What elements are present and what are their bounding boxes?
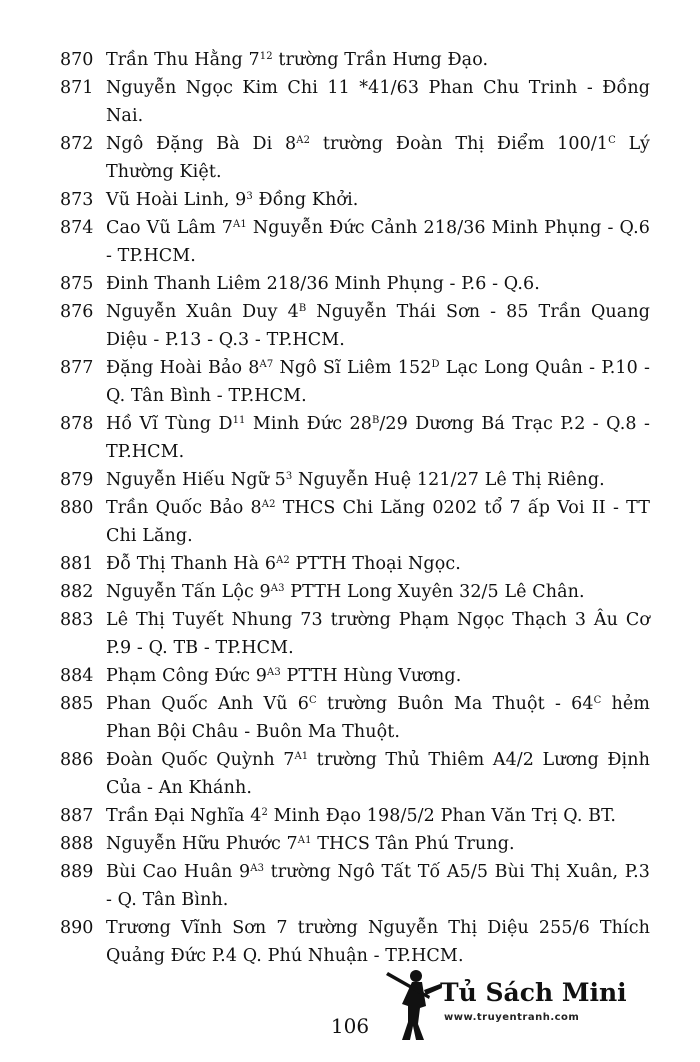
text-run: Trần Đại Nghĩa 4 xyxy=(106,806,262,826)
superscript: C xyxy=(593,695,602,706)
text-run: Nguyễn Tấn Lộc 9 xyxy=(106,582,271,602)
text-run: Trần Quốc Bảo 8 xyxy=(106,498,262,518)
text-run: PTTH Hùng Vương. xyxy=(280,666,462,686)
entry-text xyxy=(106,550,650,578)
text-run: trường Thủ Thiêm A4/2 Lương Định Của - An Khánh. xyxy=(106,750,650,798)
list-item xyxy=(60,214,650,270)
entry-number: 886 xyxy=(60,750,94,770)
entry-text xyxy=(106,830,650,858)
superscript: 3 xyxy=(285,471,293,482)
text-run: Đinh Thanh Liêm 218/36 Minh Phụng - P.6 - Q.6. xyxy=(106,274,540,294)
entry-text xyxy=(106,186,650,214)
text-run: PTTH Thoại Ngọc. xyxy=(289,554,461,574)
text-run: Lê Thị Tuyết Nhung 73 trường Phạm Ngọc Thạch 3 Âu Cơ P.9 - Q. TB - TP.HCM. xyxy=(106,610,650,658)
text-run: PTTH Long Xuyên 32/5 Lê Chân. xyxy=(284,582,585,602)
entry-text xyxy=(106,410,650,466)
list-item xyxy=(60,606,650,662)
text-run: trường Buôn Ma Thuột - 64 xyxy=(316,694,594,714)
text-run: Trương Vĩnh Sơn 7 trường Nguyễn Thị Diệu 255/6 Thích Quảng Đức P.4 Q. Phú Nhuận - TP.HCM. xyxy=(106,918,650,966)
entry-text xyxy=(106,802,650,830)
superscript: A3 xyxy=(267,667,281,678)
list-item xyxy=(60,130,650,186)
text-run: Đoàn Quốc Quỳnh 7 xyxy=(106,750,295,770)
watermark-url: www.truyentranh.com xyxy=(444,1012,580,1023)
text-run: Đỗ Thị Thanh Hà 6 xyxy=(106,554,277,574)
list-item xyxy=(60,270,650,298)
list-item xyxy=(60,690,650,746)
superscript: 2 xyxy=(261,807,268,818)
entry-text xyxy=(106,74,650,130)
text-run: hẻm Phan Bội Châu - Buôn Ma Thuột. xyxy=(106,694,650,742)
entry-text xyxy=(106,466,650,494)
entry-number: 884 xyxy=(60,666,94,686)
list-item xyxy=(60,830,650,858)
entry-text xyxy=(106,270,650,298)
text-run: trường Ngô Tất Tố A5/5 Bùi Thị Xuân, P.3 - Q. Tân Bình. xyxy=(106,862,651,910)
text-run: Nguyễn Hữu Phước 7 xyxy=(106,834,298,854)
list-item xyxy=(60,858,650,914)
list-item xyxy=(60,74,650,130)
superscript: A3 xyxy=(270,583,285,594)
entry-text xyxy=(106,858,650,914)
entry-number: 879 xyxy=(60,470,94,490)
text-run: Nguyễn Xuân Duy 4 xyxy=(106,302,299,322)
entry-text xyxy=(106,690,650,746)
superscript: A1 xyxy=(294,751,309,762)
list-item xyxy=(60,186,650,214)
entry-list xyxy=(60,46,650,970)
entry-number: 875 xyxy=(60,274,94,294)
text-run: Phan Quốc Anh Vũ 6 xyxy=(106,694,310,714)
entry-number: 880 xyxy=(60,498,94,518)
superscript: A7 xyxy=(259,359,274,370)
text-run: trường Đoàn Thị Điểm 100/1 xyxy=(310,134,609,154)
entry-text xyxy=(106,494,650,550)
superscript: A2 xyxy=(296,135,311,146)
entry-number: 876 xyxy=(60,302,94,322)
text-run: THCS Tân Phú Trung. xyxy=(311,834,515,854)
superscript: A3 xyxy=(250,863,265,874)
text-run: Lạc Long Quân - P.10 - Q. Tân Bình - TP.HCM. xyxy=(106,358,651,406)
text-run: Cao Vũ Lâm 7 xyxy=(106,218,234,238)
text-run: Ngô Đặng Bà Di 8 xyxy=(106,134,297,154)
text-run: /29 Dương Bá Trạc P.2 - Q.8 - TP.HCM. xyxy=(106,414,650,462)
entry-number: 872 xyxy=(60,134,94,154)
entry-number: 887 xyxy=(60,806,94,826)
entry-number: 870 xyxy=(60,50,94,70)
text-run: Lý Thường Kiệt. xyxy=(106,134,650,182)
text-run: Đồng Khởi. xyxy=(252,190,359,210)
entry-number: 871 xyxy=(60,78,94,98)
entry-number: 882 xyxy=(60,582,94,602)
entry-text xyxy=(106,214,650,270)
superscript: B xyxy=(371,415,380,426)
entry-number: 877 xyxy=(60,358,94,378)
entry-text xyxy=(106,662,650,690)
text-run: Trần Thu Hằng 7 xyxy=(106,50,260,70)
superscript: A2 xyxy=(276,555,290,566)
text-run: Nguyễn Thái Sơn - 85 Trần Quang Diệu - P.13 - Q.3 - TP.HCM. xyxy=(106,302,650,350)
entry-number: 881 xyxy=(60,554,94,574)
text-run: Nguyễn Hiếu Ngữ 5 xyxy=(106,470,286,490)
list-item xyxy=(60,578,650,606)
list-item xyxy=(60,746,650,802)
page-number: 106 xyxy=(330,1014,370,1038)
entry-number: 885 xyxy=(60,694,94,714)
watermark-title: Tủ Sách Mini xyxy=(440,978,627,1007)
list-item xyxy=(60,410,650,466)
entry-text xyxy=(106,746,650,802)
text-run: THCS Chi Lăng 0202 tổ 7 ấp Voi II - TT Chi Lăng. xyxy=(106,498,650,546)
superscript: B xyxy=(298,303,307,314)
entry-text xyxy=(106,606,650,662)
text-run: Nguyễn Ngọc Kim Chi 11 *41/63 Phan Chu Trinh - Đồng Nai. xyxy=(106,78,650,126)
text-run: Nguyễn Đức Cảnh 218/36 Minh Phụng - Q.6 - TP.HCM. xyxy=(106,218,650,266)
text-run: Phạm Công Đức 9 xyxy=(106,666,267,686)
entry-number: 889 xyxy=(60,862,94,882)
list-item xyxy=(60,466,650,494)
text-run: trường Trần Hưng Đạo. xyxy=(272,50,489,70)
entry-number: 873 xyxy=(60,190,94,210)
entry-text xyxy=(106,354,650,410)
superscript: A2 xyxy=(261,499,276,510)
text-run: Hồ Vĩ Tùng D xyxy=(106,414,233,434)
superscript: A1 xyxy=(233,219,247,230)
entry-number: 874 xyxy=(60,218,94,238)
superscript: 12 xyxy=(259,51,273,62)
entry-text xyxy=(106,46,650,74)
superscript: D xyxy=(431,359,440,370)
entry-number: 890 xyxy=(60,918,94,938)
text-run: Minh Đức 28 xyxy=(245,414,372,434)
text-run: Minh Đạo 198/5/2 Phan Văn Trị Q. BT. xyxy=(267,806,617,826)
superscript: C xyxy=(309,695,317,706)
list-item xyxy=(60,354,650,410)
entry-number: 878 xyxy=(60,414,94,434)
superscript: C xyxy=(608,135,616,146)
entry-text xyxy=(106,578,650,606)
entry-number: 888 xyxy=(60,834,94,854)
superscript: 3 xyxy=(246,191,253,202)
list-item xyxy=(60,494,650,550)
text-run: Nguyễn Huệ 121/27 Lê Thị Riêng. xyxy=(292,470,605,490)
text-run: Vũ Hoài Linh, 9 xyxy=(106,190,247,210)
superscript: A1 xyxy=(297,835,312,846)
list-item xyxy=(60,46,650,74)
list-item xyxy=(60,298,650,354)
text-run: Bùi Cao Huân 9 xyxy=(106,862,251,882)
text-run: Ngô Sĩ Liêm 152 xyxy=(273,358,432,378)
list-item xyxy=(60,802,650,830)
entry-number: 883 xyxy=(60,610,94,630)
text-run: Đặng Hoài Bảo 8 xyxy=(106,358,260,378)
list-item xyxy=(60,550,650,578)
list-item xyxy=(60,662,650,690)
entry-text xyxy=(106,130,650,186)
superscript: 11 xyxy=(232,415,246,426)
entry-text xyxy=(106,298,650,354)
